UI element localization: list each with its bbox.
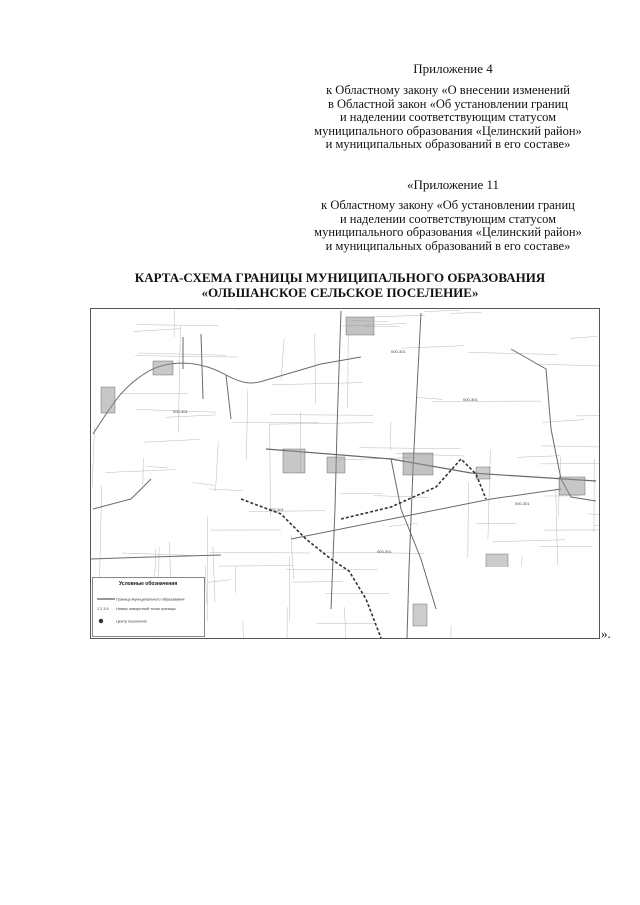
quoted-appendix-text xyxy=(298,199,598,253)
appendix-line: и муниципальных образований в его составе» xyxy=(325,137,571,151)
legend-label: Центр поселения xyxy=(116,619,147,624)
quoted-appendix-line: и муниципальных образований в его составе» xyxy=(325,238,571,253)
map-title xyxy=(90,270,590,300)
quoted-appendix-line: к Областному закону «Об установлении границ xyxy=(321,198,575,212)
map-title-line: «ОЛЬШАНСКОЕ СЕЛЬСКОЕ ПОСЕЛЕНИЕ» xyxy=(201,285,479,300)
appendix-line: в Областной закон «Об установлении границ xyxy=(327,96,568,111)
appendix-line: к Областному закону «О внесении изменений xyxy=(326,83,570,97)
boundary-line-icon xyxy=(97,597,115,602)
appendix-line: и наделении соответствующим статусом xyxy=(339,110,557,124)
appendix-line: муниципального образования «Целинский район» xyxy=(314,123,582,138)
map-cutout xyxy=(469,567,599,638)
svg-text:000-301: 000-301 xyxy=(391,349,406,354)
legend-boundary-row xyxy=(97,597,184,602)
svg-text:000-301: 000-301 xyxy=(463,397,478,402)
svg-text:000-301: 000-301 xyxy=(377,549,392,554)
legend-label: Граница муниципального образования xyxy=(116,597,185,602)
appendix-title: Приложение 4 xyxy=(413,61,493,76)
quoted-appendix-title: «Приложение 11 xyxy=(406,177,500,192)
quoted-appendix-line: муниципального образования «Целинский район» xyxy=(314,225,582,239)
map-title-line: КАРТА-СХЕМА ГРАНИЦЫ МУНИЦИПАЛЬНОГО ОБРАЗОВАНИЯ xyxy=(134,270,546,285)
legend-title: Условные обозначения xyxy=(119,581,178,587)
legend-label: Номер поворотной точки границы xyxy=(116,607,176,611)
point-number-sample: 1 2 3 4 xyxy=(97,607,109,611)
closing-quote-mark: ». xyxy=(601,626,611,641)
settlement-center-icon xyxy=(97,618,115,625)
quoted-appendix-line: и наделении соответствующим статусом xyxy=(339,211,557,226)
svg-text:000-301: 000-301 xyxy=(515,501,530,506)
svg-text:000-301: 000-301 xyxy=(269,507,284,512)
legend-point-number-row xyxy=(97,607,176,611)
svg-text:000-301: 000-301 xyxy=(173,409,188,414)
legend-center-row xyxy=(97,618,147,625)
appendix-text xyxy=(298,84,598,152)
map-legend xyxy=(92,577,205,637)
